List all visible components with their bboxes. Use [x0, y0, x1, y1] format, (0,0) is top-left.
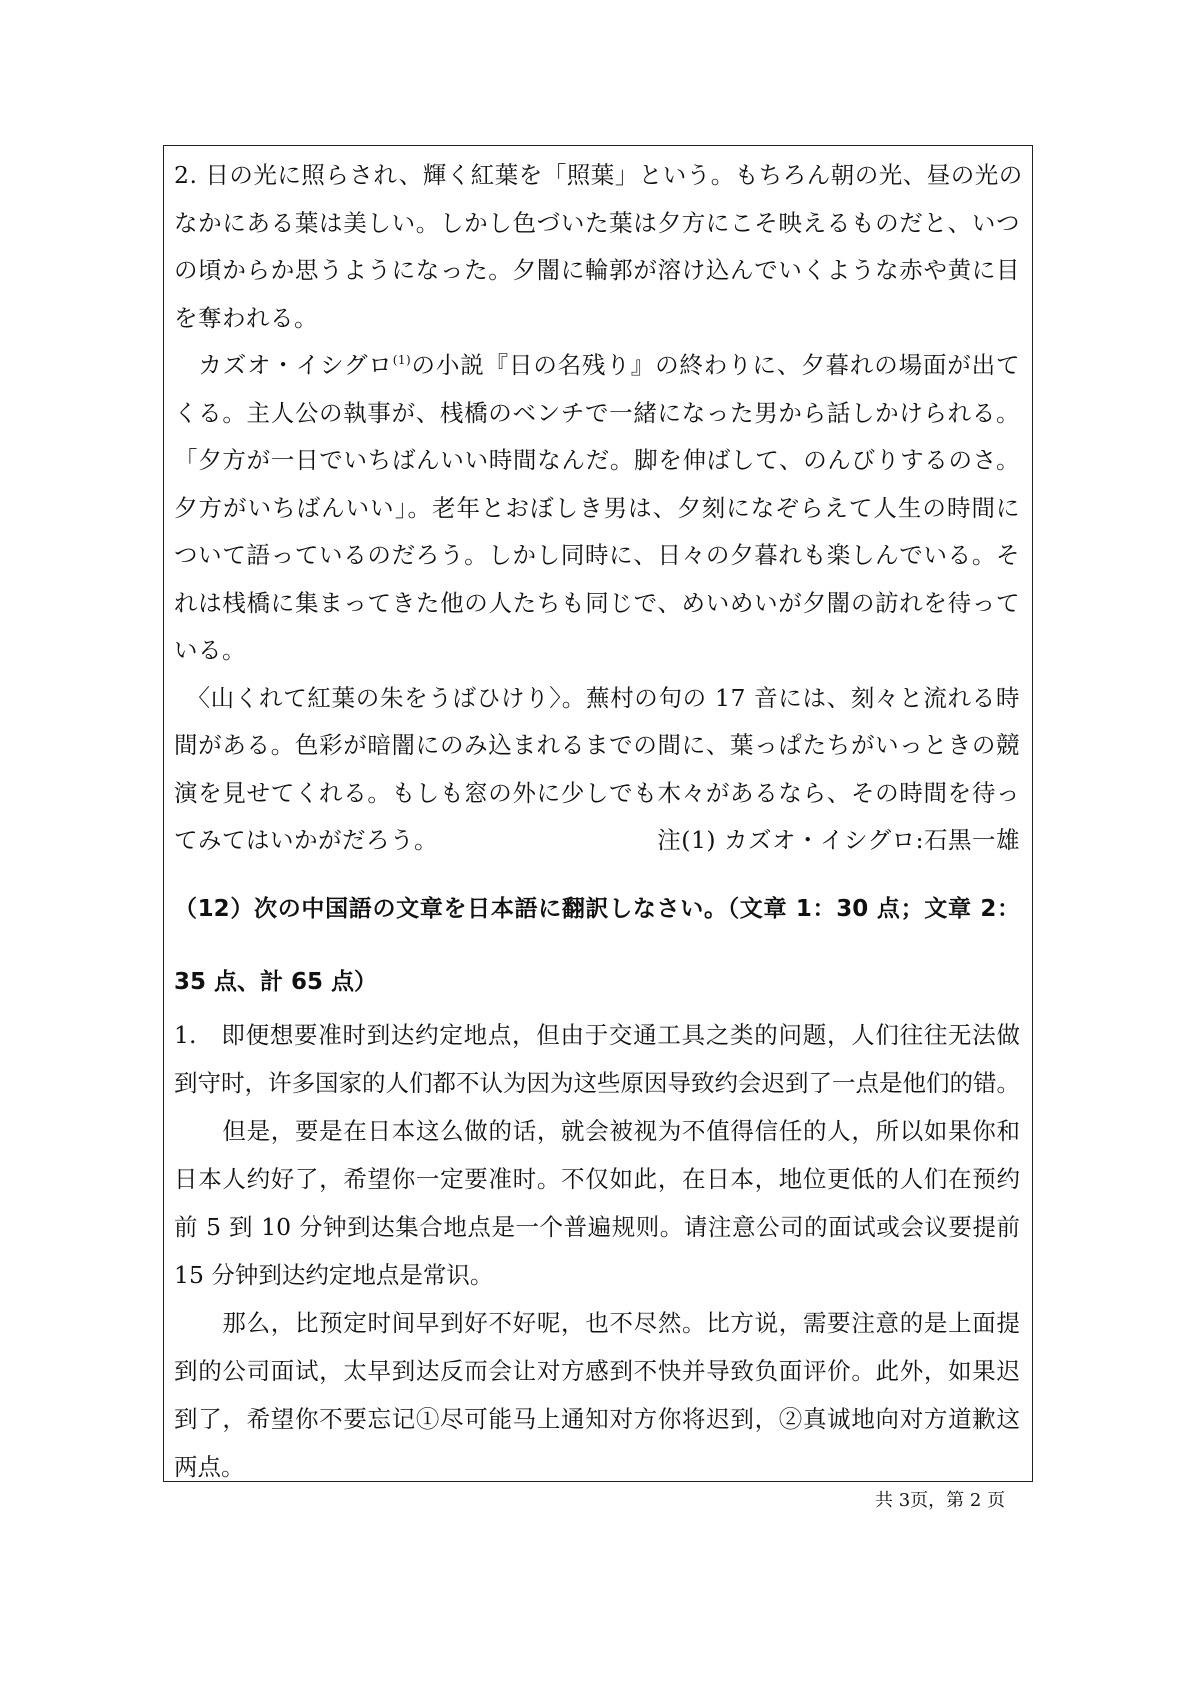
jp-text: の小説『日の名残り』の終わりに、夕暮れの場面が出て [411, 351, 1021, 379]
cn-line: 日本人约好了，希望你一定要准时。不仅如此，在日本，地位更低的人们在预约 [174, 1165, 1020, 1193]
jp-line: 2. 日の光に照らされ、輝く紅葉を「照葉」という。もちろん朝の光、昼の光の [174, 161, 1023, 189]
question-title-continued: 35 点、計 65 点） [174, 969, 378, 995]
jp-line: くる。主人公の執事が、桟橋のベンチで一緒になった男から話しかけられる。 [174, 398, 1020, 427]
page-number: 共 3页，第 2 页 [875, 1490, 1006, 1511]
cn-line: 到了，希望你不要忘记①尽可能马上通知对方你将迟到，②真诚地向对方道歉这 [174, 1405, 1020, 1433]
footnote-marker: (1) [392, 353, 412, 368]
chinese-passage [174, 1011, 1020, 1491]
jp-line: いる。 [174, 636, 246, 664]
japanese-passage [174, 152, 1023, 865]
cn-line: 15 分钟到达约定地点是常识。 [174, 1261, 494, 1289]
cn-line: 前 5 到 10 分钟到达集合地点是一个普遍规则。请注意公司的面试或会议要提前 [174, 1213, 1020, 1241]
jp-line: ついて語っているのだろう。しかし同時に、日々の夕暮れも楽しんでいる。そ [174, 541, 1020, 569]
footnote-text: 注(1) カズオ・イシグロ:石黒一雄 [657, 826, 1020, 854]
cn-line: 到的公司面试，太早到达反而会让对方感到不快并导致负面评价。此外，如果迟 [174, 1357, 1020, 1385]
question-title: （12）次の中国語の文章を日本語に翻訳しなさい。（文章 1：30 点；文章 2： [174, 896, 1020, 922]
jp-line: なかにある葉は美しい。しかし色づいた葉は夕方にこそ映えるものだと、いつ [174, 208, 1020, 237]
jp-line: 「夕方が一日でいちばんいい時間なんだ。脚を伸ばして、のんびりするのさ。 [174, 446, 1020, 474]
cn-line: 但是，要是在日本这么做的话，就会被视为不值得信任的人，所以如果你和 [174, 1117, 1020, 1145]
cn-line: 两点。 [174, 1453, 245, 1481]
jp-line: の頃からか思うようになった。夕闇に輪郭が溶け込んでいくような赤や黄に目 [174, 256, 1020, 284]
jp-text: カズオ・イシグロ [174, 351, 393, 379]
jp-line: 間がある。色彩が暗闇にのみ込まれるまでの間に、葉っぱたちがいっときの競 [174, 731, 1020, 759]
jp-line: れは桟橋に集まってきた他の人たちも同じで、めいめいが夕闇の訪れを待って [174, 588, 1020, 617]
cn-line: 到守时，许多国家的人们都不认为因为这些原因导致约会迟到了一点是他们的错。 [174, 1069, 1020, 1097]
jp-line: を奪われる。 [174, 303, 318, 332]
jp-line: 〈山くれて紅葉の朱をうばひけり〉。蕪村の句の 17 音には、刻々と流れる時 [174, 683, 1020, 712]
document-frame [163, 145, 1033, 1482]
jp-line: 夕方がいちばんいい」。老年とおぼしき男は、夕刻になぞらえて人生の時間に [174, 493, 1020, 522]
jp-line-with-note [174, 817, 1020, 865]
cn-line: 1. 即便想要准时到达约定地点，但由于交通工具之类的问题，人们往往无法做 [174, 1021, 1020, 1049]
jp-text: てみてはいかがだろう。 [174, 826, 438, 854]
cn-line: 那么，比预定时间早到好不好呢，也不尽然。比方说，需要注意的是上面提 [174, 1309, 1020, 1337]
jp-line: 演を見せてくれる。もしも窓の外に少しでも木々があるなら、その時間を待っ [174, 778, 1020, 807]
jp-line-with-footnote [174, 342, 1020, 390]
